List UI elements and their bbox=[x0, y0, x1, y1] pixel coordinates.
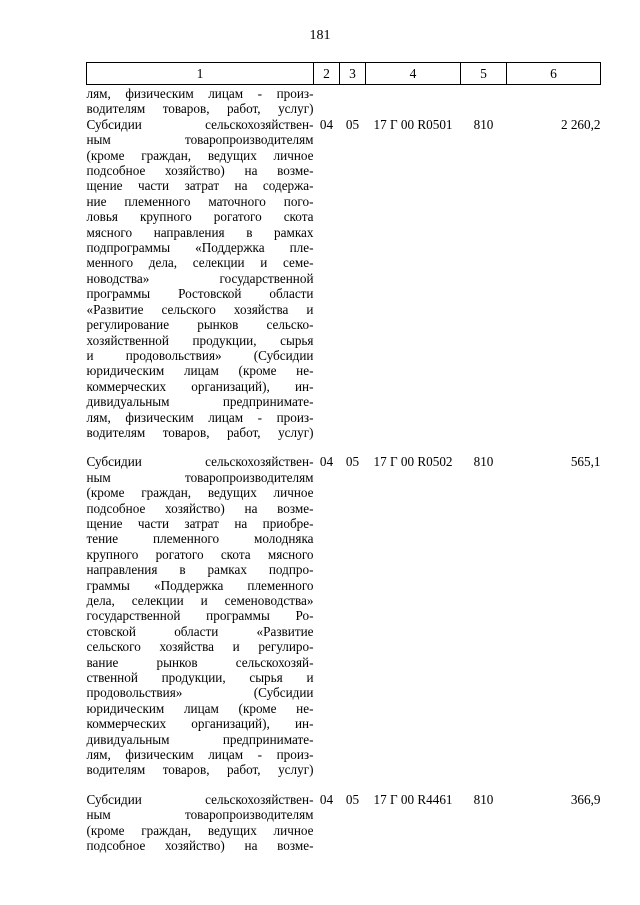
text-line: юридическим лицам (кроме не- bbox=[86, 363, 314, 379]
text-line: лям, физическим лицам - произ- bbox=[86, 747, 314, 763]
row-description bbox=[87, 117, 314, 455]
text-line: коммерческих организаций), ин- bbox=[86, 716, 314, 732]
text-line: (кроме граждан, ведущих личное bbox=[86, 485, 314, 501]
expense-type-code: 810 bbox=[473, 791, 494, 807]
subsection-code: 05 bbox=[345, 116, 360, 132]
amount: 2 260,2 bbox=[560, 116, 601, 132]
text-line: ственной продукции, сырья и bbox=[86, 670, 314, 686]
text-line: Субсидии сельскохозяйствен- bbox=[86, 454, 314, 470]
target-article-code: 17 Г 00 R4461 bbox=[373, 791, 453, 807]
text-line: лям, физическим лицам - произ- bbox=[86, 86, 314, 101]
text-line: коммерческих организаций), ин- bbox=[86, 378, 314, 394]
expense-type-code: 810 bbox=[473, 116, 494, 132]
continuation-row bbox=[87, 85, 601, 117]
subsection-code: 05 bbox=[345, 454, 360, 470]
text-line: ным товаропроизводителям bbox=[86, 469, 314, 485]
text-line: менного дела, селекции и семе- bbox=[86, 255, 314, 271]
text-line: подпрограммы «Поддержка пле- bbox=[86, 240, 314, 256]
budget-table bbox=[86, 62, 601, 868]
header-col-6: 6 bbox=[507, 63, 601, 85]
text-line: подсобное хозяйство) на возме- bbox=[86, 838, 314, 854]
text-line: (кроме граждан, ведущих личное bbox=[86, 822, 314, 838]
amount: 565,1 bbox=[570, 454, 601, 470]
text-line: граммы «Поддержка племенного bbox=[86, 577, 314, 593]
text-line: новодства» государственной bbox=[86, 270, 314, 286]
table-row bbox=[87, 454, 601, 792]
header-col-3: 3 bbox=[340, 63, 366, 85]
section-code: 04 bbox=[319, 116, 334, 132]
text-line: мясного направления в рамках bbox=[86, 224, 314, 240]
section-code: 04 bbox=[319, 791, 334, 807]
table-row bbox=[87, 117, 601, 455]
text-line: ным товаропроизводителям bbox=[86, 132, 314, 148]
text-line: и продовольствия» (Субсидии bbox=[86, 347, 314, 363]
text-line: (кроме граждан, ведущих личное bbox=[86, 147, 314, 163]
text-line: направления в рамках подпро- bbox=[86, 562, 314, 578]
text-line: подсобное хозяйство) на возме- bbox=[86, 163, 314, 179]
text-line: сельского хозяйства и регулиро- bbox=[86, 639, 314, 655]
text-line: продовольствия» (Субсидии bbox=[86, 685, 314, 701]
text-line: ние племенного маточного пого- bbox=[86, 193, 314, 209]
text-line: водителям товаров, работ, услуг) bbox=[86, 762, 314, 778]
text-line: Субсидии сельскохозяйствен- bbox=[86, 791, 314, 807]
amount: 366,9 bbox=[570, 791, 601, 807]
target-article-code: 17 Г 00 R0501 bbox=[373, 116, 453, 132]
text-line: крупного рогатого скота мясного bbox=[86, 546, 314, 562]
text-line: дивидуальным предпринимате- bbox=[86, 394, 314, 410]
header-row bbox=[87, 63, 601, 85]
text-line: стовской области «Развитие bbox=[86, 623, 314, 639]
continuation-description bbox=[87, 85, 314, 117]
text-line: Субсидии сельскохозяйствен- bbox=[86, 116, 314, 132]
text-line: вание рынков сельскохозяй- bbox=[86, 654, 314, 670]
text-line: ным товаропроизводителям bbox=[86, 807, 314, 823]
text-line: юридическим лицам (кроме не- bbox=[86, 700, 314, 716]
text-line: лям, физическим лицам - произ- bbox=[86, 409, 314, 425]
header-col-1: 1 bbox=[87, 63, 314, 85]
text-line: водителям товаров, работ, услуг) bbox=[86, 424, 314, 440]
row-description bbox=[87, 454, 314, 792]
header-col-4: 4 bbox=[366, 63, 461, 85]
text-line: подсобное хозяйство) на возме- bbox=[86, 500, 314, 516]
text-line: хозяйственной продукции, сырья bbox=[86, 332, 314, 348]
text-line: регулирование рынков сельско- bbox=[86, 317, 314, 333]
page-number: 181 bbox=[309, 28, 331, 43]
text-line: щение части затрат на приобре- bbox=[86, 515, 314, 531]
table-row bbox=[87, 792, 601, 868]
text-line: водителям товаров, работ, услуг) bbox=[86, 101, 314, 117]
text-line: тение племенного молодняка bbox=[86, 531, 314, 547]
header-col-5: 5 bbox=[461, 63, 507, 85]
text-line: дивидуальным предпринимате- bbox=[86, 731, 314, 747]
text-line: дела, селекции и семеноводства» bbox=[86, 593, 314, 608]
header-col-2: 2 bbox=[314, 63, 340, 85]
expense-type-code: 810 bbox=[473, 454, 494, 470]
subsection-code: 05 bbox=[345, 791, 360, 807]
row-description bbox=[87, 792, 314, 868]
text-line: ловья крупного рогатого скота bbox=[86, 209, 314, 225]
text-line: государственной программы Ро- bbox=[86, 608, 314, 624]
target-article-code: 17 Г 00 R0502 bbox=[373, 454, 453, 470]
text-line: программы Ростовской области bbox=[86, 286, 314, 302]
text-line: щение части затрат на содержа- bbox=[86, 178, 314, 194]
text-line: «Развитие сельского хозяйства и bbox=[86, 301, 314, 317]
section-code: 04 bbox=[319, 454, 334, 470]
